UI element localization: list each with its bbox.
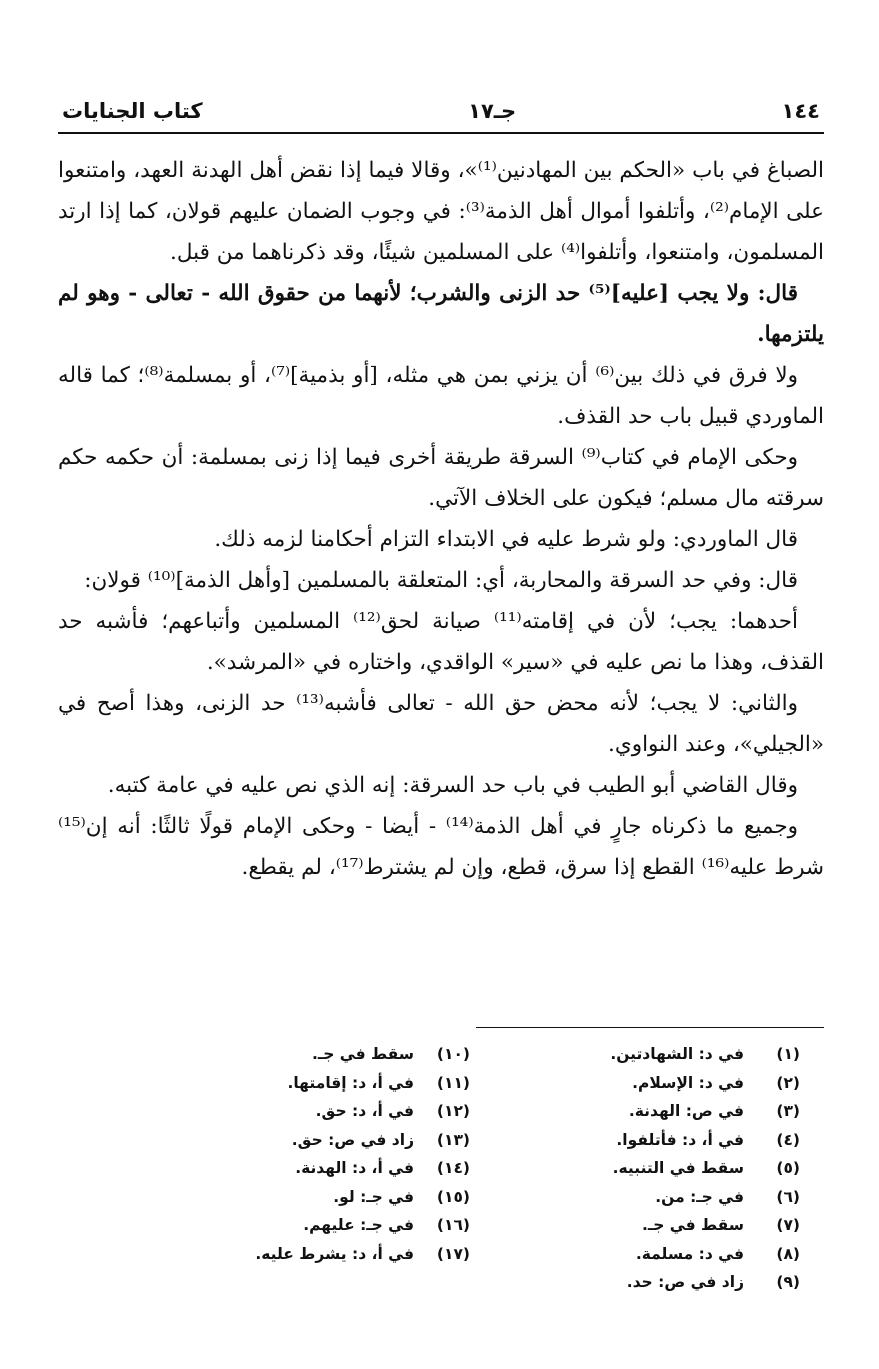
- paragraph: ولا فرق في ذلك بين⁽⁶⁾ أن يزني بمن هي مثله، [أو بذمية]⁽⁷⁾، أو بمسلمة⁽⁸⁾؛ كما قاله الماوردي قبيل باب حد القذف.: [58, 363, 824, 429]
- footnote-number: (١٠): [436, 1045, 470, 1063]
- footnote-number: (٩): [776, 1273, 800, 1291]
- paragraph: أحدهما: يجب؛ لأن في إقامته⁽¹¹⁾ صيانة لحق⁽¹²⁾ المسلمين وأتباعهم؛ فأشبه حد القذف، وهذا ما نص عليه في «سير» الواقدي، واختاره في «المرشد».: [58, 609, 824, 675]
- footnote-number: (١٤): [436, 1159, 470, 1177]
- footnote-text: سقط في جـ.: [642, 1216, 744, 1234]
- footnotes-column-right: [510, 1040, 800, 1297]
- footnote-text: في ص: الهدنة.: [628, 1102, 744, 1120]
- paragraph: والثاني: لا يجب؛ لأنه محض حق الله - تعالى فأشبه⁽¹³⁾ حد الزنى، وهذا أصح في «الجيلي»، وعند النواوي.: [58, 691, 824, 757]
- footnote: [510, 1268, 800, 1297]
- footnotes: [170, 1040, 800, 1297]
- footnote: [510, 1126, 800, 1155]
- footnote: [180, 1069, 470, 1098]
- footnote-number: (٨): [776, 1244, 800, 1263]
- header-divider: [58, 132, 824, 134]
- paragraph: وحكى الإمام في كتاب⁽⁹⁾ السرقة طريقة أخرى فيما إذا زنى بمسلمة: أن حكمه حكم سرقته مال مسلم؛ فيكون على الخلاف الآتي.: [58, 445, 824, 511]
- paragraph: قال الماوردي: ولو شرط عليه في الابتداء التزام أحكامنا لزمه ذلك.: [214, 527, 798, 552]
- footnotes-column-left: [180, 1040, 470, 1297]
- footnote-number: (١١): [436, 1073, 470, 1092]
- footnote-number: (٣): [776, 1102, 800, 1120]
- footnote: [180, 1183, 470, 1212]
- footnote: [510, 1154, 800, 1183]
- paragraph: الصباغ في باب «الحكم بين المهادنين⁽¹⁾»، وقالا فيما إذا نقض أهل الهدنة العهد، وامتنعوا على الإمام⁽²⁾، وأتلفوا أموال أهل الذمة⁽³⁾: في وجوب الضمان عليهم قولان، كما إذا ارتد المسلمون، وامتنعوا، وأتلفوا⁽⁴⁾ على المسلمين شيئًا، وقد ذكرناهما من قبل.: [58, 158, 824, 265]
- footnote: [180, 1126, 470, 1155]
- footnote-number: (٤): [776, 1130, 800, 1149]
- footnote: [510, 1240, 800, 1269]
- footnote: [510, 1097, 800, 1126]
- footnote-number: (٦): [776, 1187, 800, 1206]
- footnote-number: (٧): [776, 1216, 800, 1234]
- footnote: [180, 1154, 470, 1183]
- footnote: [510, 1211, 800, 1240]
- footnote-text: في أ، د: فأتلفوا.: [616, 1130, 744, 1149]
- footnote-divider: [476, 1027, 824, 1028]
- footnote: [180, 1040, 470, 1069]
- footnote-number: (١٧): [436, 1244, 470, 1263]
- main-text: [58, 150, 824, 888]
- footnote-text: زاد في ص: حق.: [291, 1130, 414, 1149]
- footnote-number: (١٦): [436, 1216, 470, 1234]
- footnote: [510, 1069, 800, 1098]
- footnote-text: في أ، د: الهدنة.: [295, 1159, 414, 1177]
- footnote-text: في د: الشهادتين.: [610, 1045, 744, 1063]
- footnote-text: في أ، د: يشرط عليه.: [255, 1244, 414, 1263]
- footnote-text: في جـ: لو.: [333, 1187, 414, 1206]
- footnote-number: (١٢): [436, 1102, 470, 1120]
- footnote: [180, 1211, 470, 1240]
- footnote-number: (١): [776, 1045, 800, 1063]
- footnote: [510, 1183, 800, 1212]
- page-header: [62, 94, 820, 128]
- footnote-text: سقط في جـ.: [312, 1045, 414, 1063]
- footnote-number: (١٣): [436, 1130, 470, 1149]
- footnote-number: (١٥): [436, 1187, 470, 1206]
- paragraph: قال: ولا يجب [عليه]⁽⁵⁾ حد الزنى والشرب؛ لأنهما من حقوق الله - تعالى - وهو لم يلتزمها.: [58, 281, 824, 347]
- footnote-text: زاد في ص: حد.: [626, 1273, 744, 1291]
- footnote-text: في أ، د: إقامتها.: [287, 1073, 414, 1092]
- footnote: [180, 1240, 470, 1269]
- footnote-text: في جـ: عليهم.: [303, 1216, 414, 1234]
- book-title: كتاب الجنايات: [62, 99, 203, 123]
- footnote-text: في جـ: من.: [655, 1187, 744, 1206]
- page-number: ١٤٤: [781, 99, 820, 123]
- footnote: [180, 1097, 470, 1126]
- footnote-text: في د: الإسلام.: [632, 1073, 744, 1092]
- footnote-number: (٢): [776, 1073, 800, 1092]
- paragraph: قال: وفي حد السرقة والمحاربة، أي: المتعلقة بالمسلمين [وأهل الذمة]⁽¹⁰⁾ قولان:: [84, 568, 798, 593]
- footnote: [510, 1040, 800, 1069]
- volume-label: جـ١٧: [468, 99, 517, 123]
- paragraph: وجميع ما ذكرناه جارٍ في أهل الذمة⁽¹⁴⁾ - أيضا - وحكى الإمام قولًا ثالثًا: أنه إن⁽¹⁵⁾ شرط عليه⁽¹⁶⁾ القطع إذا سرق، قطع، وإن لم يشترط⁽¹⁷⁾، لم يقطع.: [58, 814, 824, 880]
- footnote-text: في د: مسلمة.: [635, 1244, 744, 1263]
- footnote-text: في أ، د: حق.: [315, 1102, 414, 1120]
- footnote-number: (٥): [776, 1159, 800, 1177]
- paragraph: وقال القاضي أبو الطيب في باب حد السرقة: إنه الذي نص عليه في عامة كتبه.: [107, 773, 798, 798]
- footnote-text: سقط في التنبيه.: [612, 1159, 744, 1177]
